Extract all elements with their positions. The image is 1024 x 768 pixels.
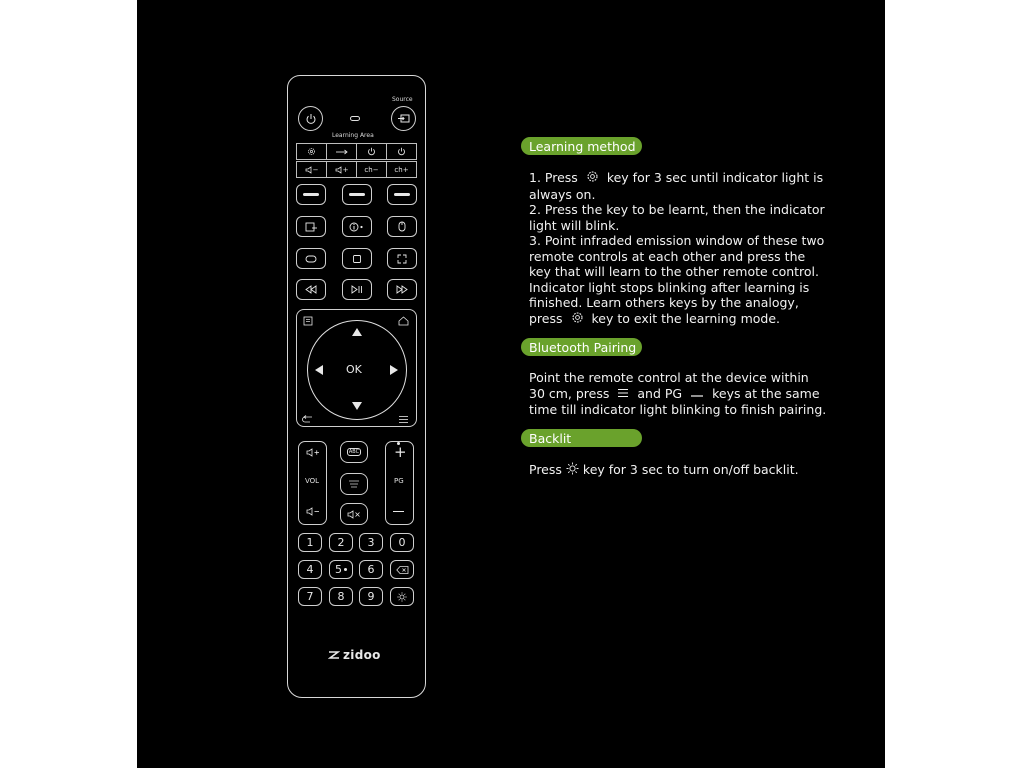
bt-line3: time till indicator light blinking to finish pairing.	[529, 401, 827, 417]
key-5[interactable]	[329, 560, 353, 579]
source-button[interactable]	[391, 106, 416, 131]
backlit-press: Press	[529, 462, 562, 477]
backlit-text	[529, 462, 839, 479]
learning-method-title-text: Learning method	[529, 138, 636, 154]
stop-icon	[352, 254, 362, 264]
back-icon[interactable]	[302, 415, 313, 424]
color-key-3[interactable]	[387, 184, 417, 205]
bt-line2-start: 30 cm, press	[529, 385, 610, 401]
rewind-button[interactable]	[296, 279, 326, 300]
step3-press: press	[529, 310, 563, 326]
zidoo-logo-icon	[328, 650, 340, 660]
info-button[interactable]	[342, 216, 372, 237]
backlit-title-text: Backlit	[529, 430, 572, 446]
bt-line2-pg: and PG	[637, 385, 683, 401]
learning-ch-down-key[interactable]: ch−	[357, 162, 387, 177]
forward-button[interactable]	[387, 279, 417, 300]
ok-button[interactable]: OK	[346, 363, 362, 376]
power-button[interactable]	[298, 106, 323, 131]
fast-forward-icon	[396, 285, 408, 294]
learning-ch-up-key[interactable]: ch+	[394, 165, 409, 174]
volume-down-icon[interactable]	[306, 507, 320, 516]
step3-text: 3. Point infraded emission window of these two remote controls at each other and press the key that will learn to the other remote control. Indicator light stops blinking after learning is finished. Learn others keys by the analogy,	[529, 233, 825, 311]
window-icon	[305, 222, 318, 232]
play-pause-icon	[351, 285, 363, 294]
backlight-button[interactable]	[390, 587, 414, 606]
delete-button[interactable]	[390, 560, 414, 579]
step3-exit: key to exit the learning mode.	[591, 310, 780, 326]
gear-icon	[307, 147, 316, 156]
backlit-title	[521, 429, 642, 447]
menu-lines-icon	[617, 386, 629, 402]
bt-line1: Point the remote control at the device within	[529, 370, 809, 385]
learning-settings-key[interactable]	[297, 144, 327, 159]
key-8[interactable]: 8	[329, 587, 353, 606]
up-arrow-icon[interactable]	[352, 328, 362, 336]
remote-control	[287, 75, 426, 698]
speaker-icon	[335, 166, 343, 174]
audio-button[interactable]	[340, 473, 368, 495]
learning-method-title	[521, 137, 642, 155]
key-7[interactable]: 7	[298, 587, 322, 606]
step1-start: 1. Press	[529, 170, 578, 185]
mouse-button[interactable]	[387, 216, 417, 237]
page-down-icon[interactable]	[393, 511, 404, 512]
step2-text: 2. Press the key to be learnt, then the indicator light will blink.	[529, 202, 825, 233]
audio-icon	[347, 479, 361, 489]
source-label: Source	[392, 96, 413, 103]
key-5-label: 5	[335, 563, 342, 576]
key-3[interactable]: 3	[359, 533, 383, 552]
backspace-icon	[396, 566, 409, 574]
learning-power-key-1[interactable]	[357, 144, 387, 159]
home-icon[interactable]	[398, 316, 409, 326]
learning-vol-up-key[interactable]: +	[327, 162, 357, 177]
fullscreen-button[interactable]	[387, 248, 417, 269]
pg-label: PG	[394, 477, 404, 485]
learning-power-key-2[interactable]	[387, 144, 416, 159]
page-up-icon[interactable]: +	[394, 443, 407, 461]
step1-end: key for 3 sec until indicator light is	[606, 170, 824, 185]
down-arrow-icon[interactable]	[352, 402, 362, 410]
color-key-2[interactable]	[342, 184, 372, 205]
learning-vol-down-key[interactable]: −	[297, 162, 327, 177]
learning-method-text	[529, 170, 829, 328]
color-key-1[interactable]	[296, 184, 326, 205]
learning-area-label: Learning Area	[332, 132, 374, 139]
learning-strip-top	[296, 143, 417, 160]
bluetooth-pairing-title	[521, 338, 642, 356]
abc-label: ABC	[348, 449, 360, 455]
left-arrow-icon[interactable]	[315, 365, 323, 375]
power-icon	[305, 113, 317, 125]
backlit-end: key for 3 sec to turn on/off backlit.	[582, 462, 799, 477]
vol-label: VOL	[305, 477, 320, 485]
brand-name: zidoo	[343, 648, 381, 662]
indicator-light	[350, 116, 360, 121]
bluetooth-pairing-title-text: Bluetooth Pairing	[529, 339, 637, 355]
bluetooth-pairing-text	[529, 370, 839, 417]
learning-input-key[interactable]	[327, 144, 357, 159]
volume-up-icon[interactable]	[306, 448, 320, 457]
input-arrow-icon	[336, 149, 348, 155]
power-icon	[397, 147, 406, 156]
abc-button[interactable]	[340, 441, 368, 463]
menu-lines-icon[interactable]	[398, 415, 409, 424]
right-arrow-icon[interactable]	[390, 365, 398, 375]
rewind-icon	[305, 285, 317, 294]
key-5-dot	[344, 568, 347, 571]
key-6[interactable]: 6	[359, 560, 383, 579]
key-2[interactable]: 2	[329, 533, 353, 552]
repeat-icon	[305, 255, 317, 263]
mouse-icon	[398, 221, 406, 232]
stop-button[interactable]	[342, 248, 372, 269]
power-icon	[367, 147, 376, 156]
dash-icon	[690, 386, 704, 402]
mute-button[interactable]	[340, 503, 368, 525]
source-icon	[398, 114, 410, 124]
mute-icon	[347, 510, 361, 519]
key-4[interactable]: 4	[298, 560, 322, 579]
app-button[interactable]	[296, 216, 326, 237]
sun-icon	[566, 462, 579, 479]
repeat-button[interactable]	[296, 248, 326, 269]
bt-line2-end: keys at the same	[712, 385, 820, 401]
play-pause-button[interactable]	[342, 279, 372, 300]
fullscreen-icon	[397, 254, 407, 264]
key-9[interactable]: 9	[359, 587, 383, 606]
info-icon	[349, 222, 365, 232]
key-1[interactable]: 1	[298, 533, 322, 552]
step1-continue: always on.	[529, 186, 596, 202]
gear-icon	[571, 311, 584, 328]
menu-icon[interactable]	[303, 316, 313, 326]
brand-logo	[328, 648, 381, 662]
key-0[interactable]: 0	[390, 533, 414, 552]
speaker-icon	[305, 166, 313, 174]
gear-icon	[586, 170, 599, 187]
sun-icon	[397, 592, 407, 602]
learning-strip-bottom	[296, 161, 417, 178]
